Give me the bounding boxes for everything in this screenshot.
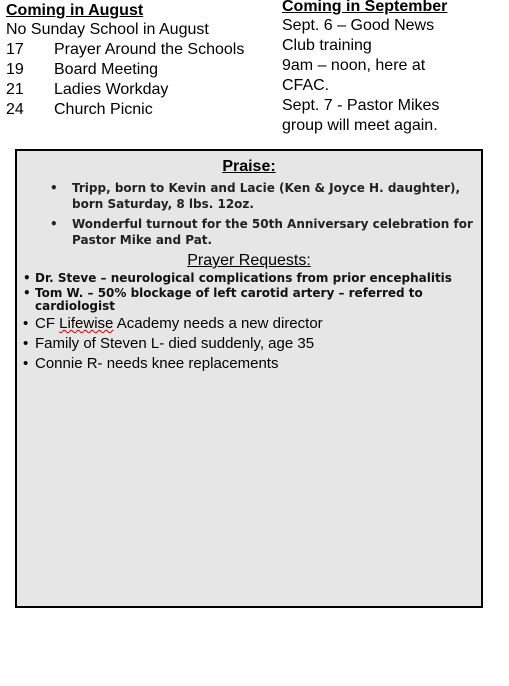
praise-item: • Wonderful turnout for the 50th Anniversary celebration for Pastor Mike and Pat. (72, 216, 481, 248)
august-note: No Sunday School in August (6, 21, 209, 38)
event-label: Ladies Workday (54, 81, 169, 98)
august-heading: Coming in August (6, 2, 144, 19)
september-line: Sept. 7 - Pastor Mikes (282, 97, 440, 114)
praise-item: • Tripp, born to Kevin and Lacie (Ken & Joyce H. daughter), born Saturday, 8 lbs. 12oz. (72, 180, 481, 212)
september-line: Club training (282, 37, 372, 54)
prayer-item-suffix: Academy needs a new director (113, 315, 323, 332)
september-line: group will meet again. (282, 117, 438, 134)
event-day: 17 (6, 41, 24, 58)
event-day: 24 (6, 101, 24, 118)
september-line: CFAC. (282, 77, 330, 94)
prayer-list (17, 272, 481, 373)
september-line: 9am – noon, here at (282, 57, 426, 74)
september-line: Sept. 6 – Good News (282, 17, 435, 34)
prayer-item: • Connie R- needs knee replacements (35, 355, 481, 373)
praise-prayer-box (15, 149, 483, 608)
event-row (6, 40, 276, 60)
prayer-item: • Family of Steven L- died suddenly, age 35 (35, 335, 481, 353)
september-heading: Coming in September (282, 0, 448, 15)
prayer-item (35, 315, 481, 333)
august-column (6, 2, 276, 120)
event-day: 19 (6, 61, 24, 78)
praise-list (17, 180, 481, 248)
prayer-item-prefix: CF (35, 315, 60, 332)
event-label: Church Picnic (54, 101, 153, 118)
event-label: Board Meeting (54, 61, 159, 78)
prayer-title: Prayer Requests: (187, 252, 311, 269)
september-column (282, 0, 504, 136)
praise-title: Praise: (222, 158, 276, 175)
event-day: 21 (6, 81, 24, 98)
event-label: Prayer Around the Schools (54, 41, 245, 58)
spellcheck-flagged-word: Lifewise (59, 315, 114, 332)
event-row (6, 60, 276, 80)
event-row (6, 80, 276, 100)
prayer-item: • Dr. Steve – neurological complications from prior encephalitis (35, 272, 481, 285)
event-row (6, 100, 276, 120)
prayer-item: • Tom W. – 50% blockage of left carotid artery – referred to cardiologist (35, 287, 481, 313)
